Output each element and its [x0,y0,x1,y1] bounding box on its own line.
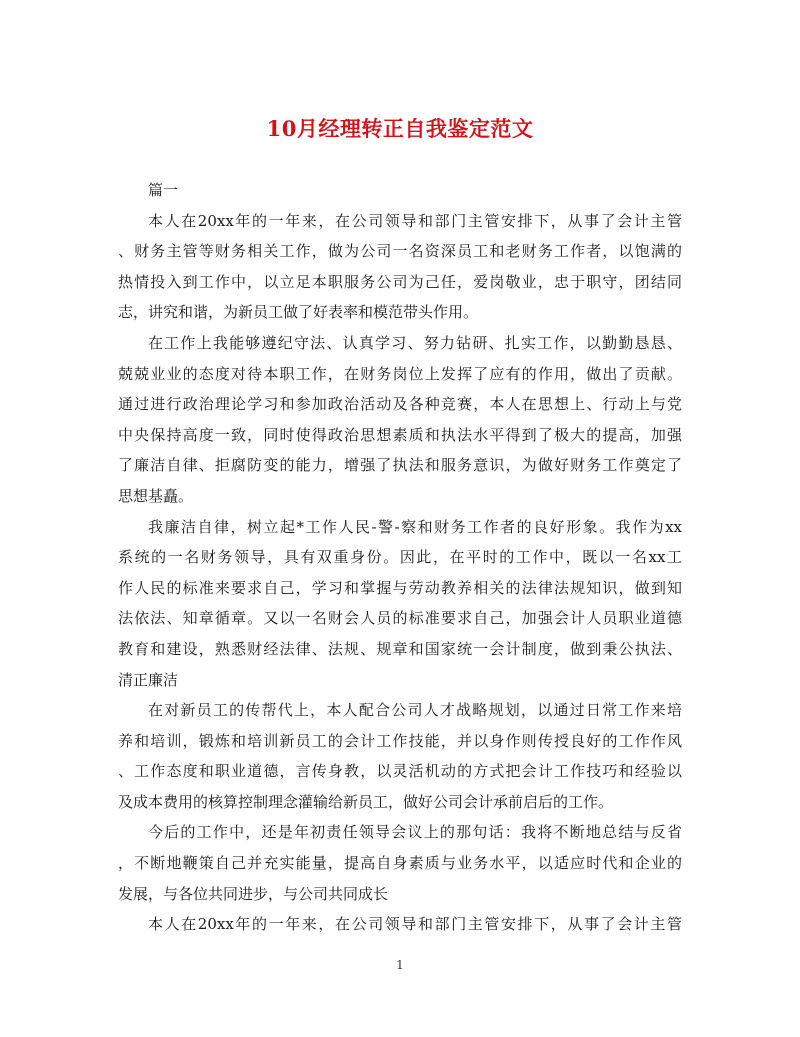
paragraph-line: 我廉洁自律，树立起*工作人民-警-察和财务工作者的良好形象。我作为xx [148,517,682,536]
paragraph-line: 、工作态度和职业道德，言传身教，以灵活机动的方式把会计工作技巧和经验以 [118,762,682,781]
paragraph-line: 发展，与各位共同进步，与公司共同成长 [118,884,389,903]
paragraph-line: 在工作上我能够遵纪守法、认真学习、努力钻研、扎实工作，以勤勤恳恳、 [148,333,682,352]
paragraph-line: 养和培训，锻炼和培训新员工的会计工作技能，并以身作则传授良好的工作作风 [118,731,682,750]
paragraph-line: 及成本费用的核算控制理念灌输给新员工，做好公司会计承前启后的工作。 [118,792,614,811]
paragraph-line: 清正廉洁 [118,670,179,689]
paragraph-line: 热情投入到工作中，以立足本职服务公司为己任，爱岗敬业，忠于职守，团结同 [118,272,682,291]
paragraph-line: 法依法、知章循章。又以一名财会人员的标准要求自己，加强会计人员职业道德 [118,609,682,628]
paragraph-line: 了廉洁自律、拒腐防变的能力，增强了执法和服务意识，为做好财务工作奠定了 [118,456,682,475]
paragraph [118,206,682,328]
page-number: 1 [396,958,404,972]
paragraph-line: 、财务主管等财务相关工作，做为公司一名资深员工和老财务工作者，以饱满的 [118,242,682,261]
paragraph [118,512,682,696]
paragraph [118,909,682,940]
paragraph-line: 作人民的标准来要求自己，学习和掌握与劳动教养相关的法律法规知识，做到知 [118,578,682,597]
paragraph-line: 志，讲究和谐，为新员工做了好表率和模范带头作用。 [118,303,479,322]
paragraph [118,817,682,909]
paragraph-line: 通过进行政治理论学习和参加政治活动及各种竞赛，本人在思想上、行动上与党 [118,395,682,414]
paragraph-line: 教育和建设，熟悉财经法律、法规、规章和国家统一会计制度，做到秉公执法、 [118,639,682,658]
paragraph-line: 中央保持高度一致，同时使得政治思想素质和执法水平得到了极大的提高，加强 [118,425,682,444]
paragraph-line: 本人在20xx年的一年来，在公司领导和部门主管安排下，从事了会计主管 [148,211,682,230]
paragraph-line: 今后的工作中，还是年初责任领导会议上的那句话：我将不断地总结与反省 [148,823,682,842]
document-body [118,175,682,940]
section-label: 篇一 [148,181,179,199]
paragraph [118,695,682,817]
paragraph-line: 本人在20xx年的一年来，在公司领导和部门主管安排下，从事了会计主管 [148,915,682,934]
paragraph-line: 思想基矗。 [118,486,194,505]
paragraph-line: 在对新员工的传帮代上，本人配合公司人才战略规划，以通过日常工作来培 [148,701,682,720]
paragraph-line: 兢兢业业的态度对待本职工作，在财务岗位上发挥了应有的作用，做出了贡献。 [118,364,682,383]
paragraph-line: ，不断地鞭策自己并充实能量，提高自身素质与业务水平，以适应时代和企业的 [118,854,682,873]
document-title: 10月经理转正自我鉴定范文 [266,116,534,141]
paragraph [118,328,682,512]
paragraph-line: 系统的一名财务领导，具有双重身份。因此，在平时的工作中，既以一名xx工 [118,548,682,567]
